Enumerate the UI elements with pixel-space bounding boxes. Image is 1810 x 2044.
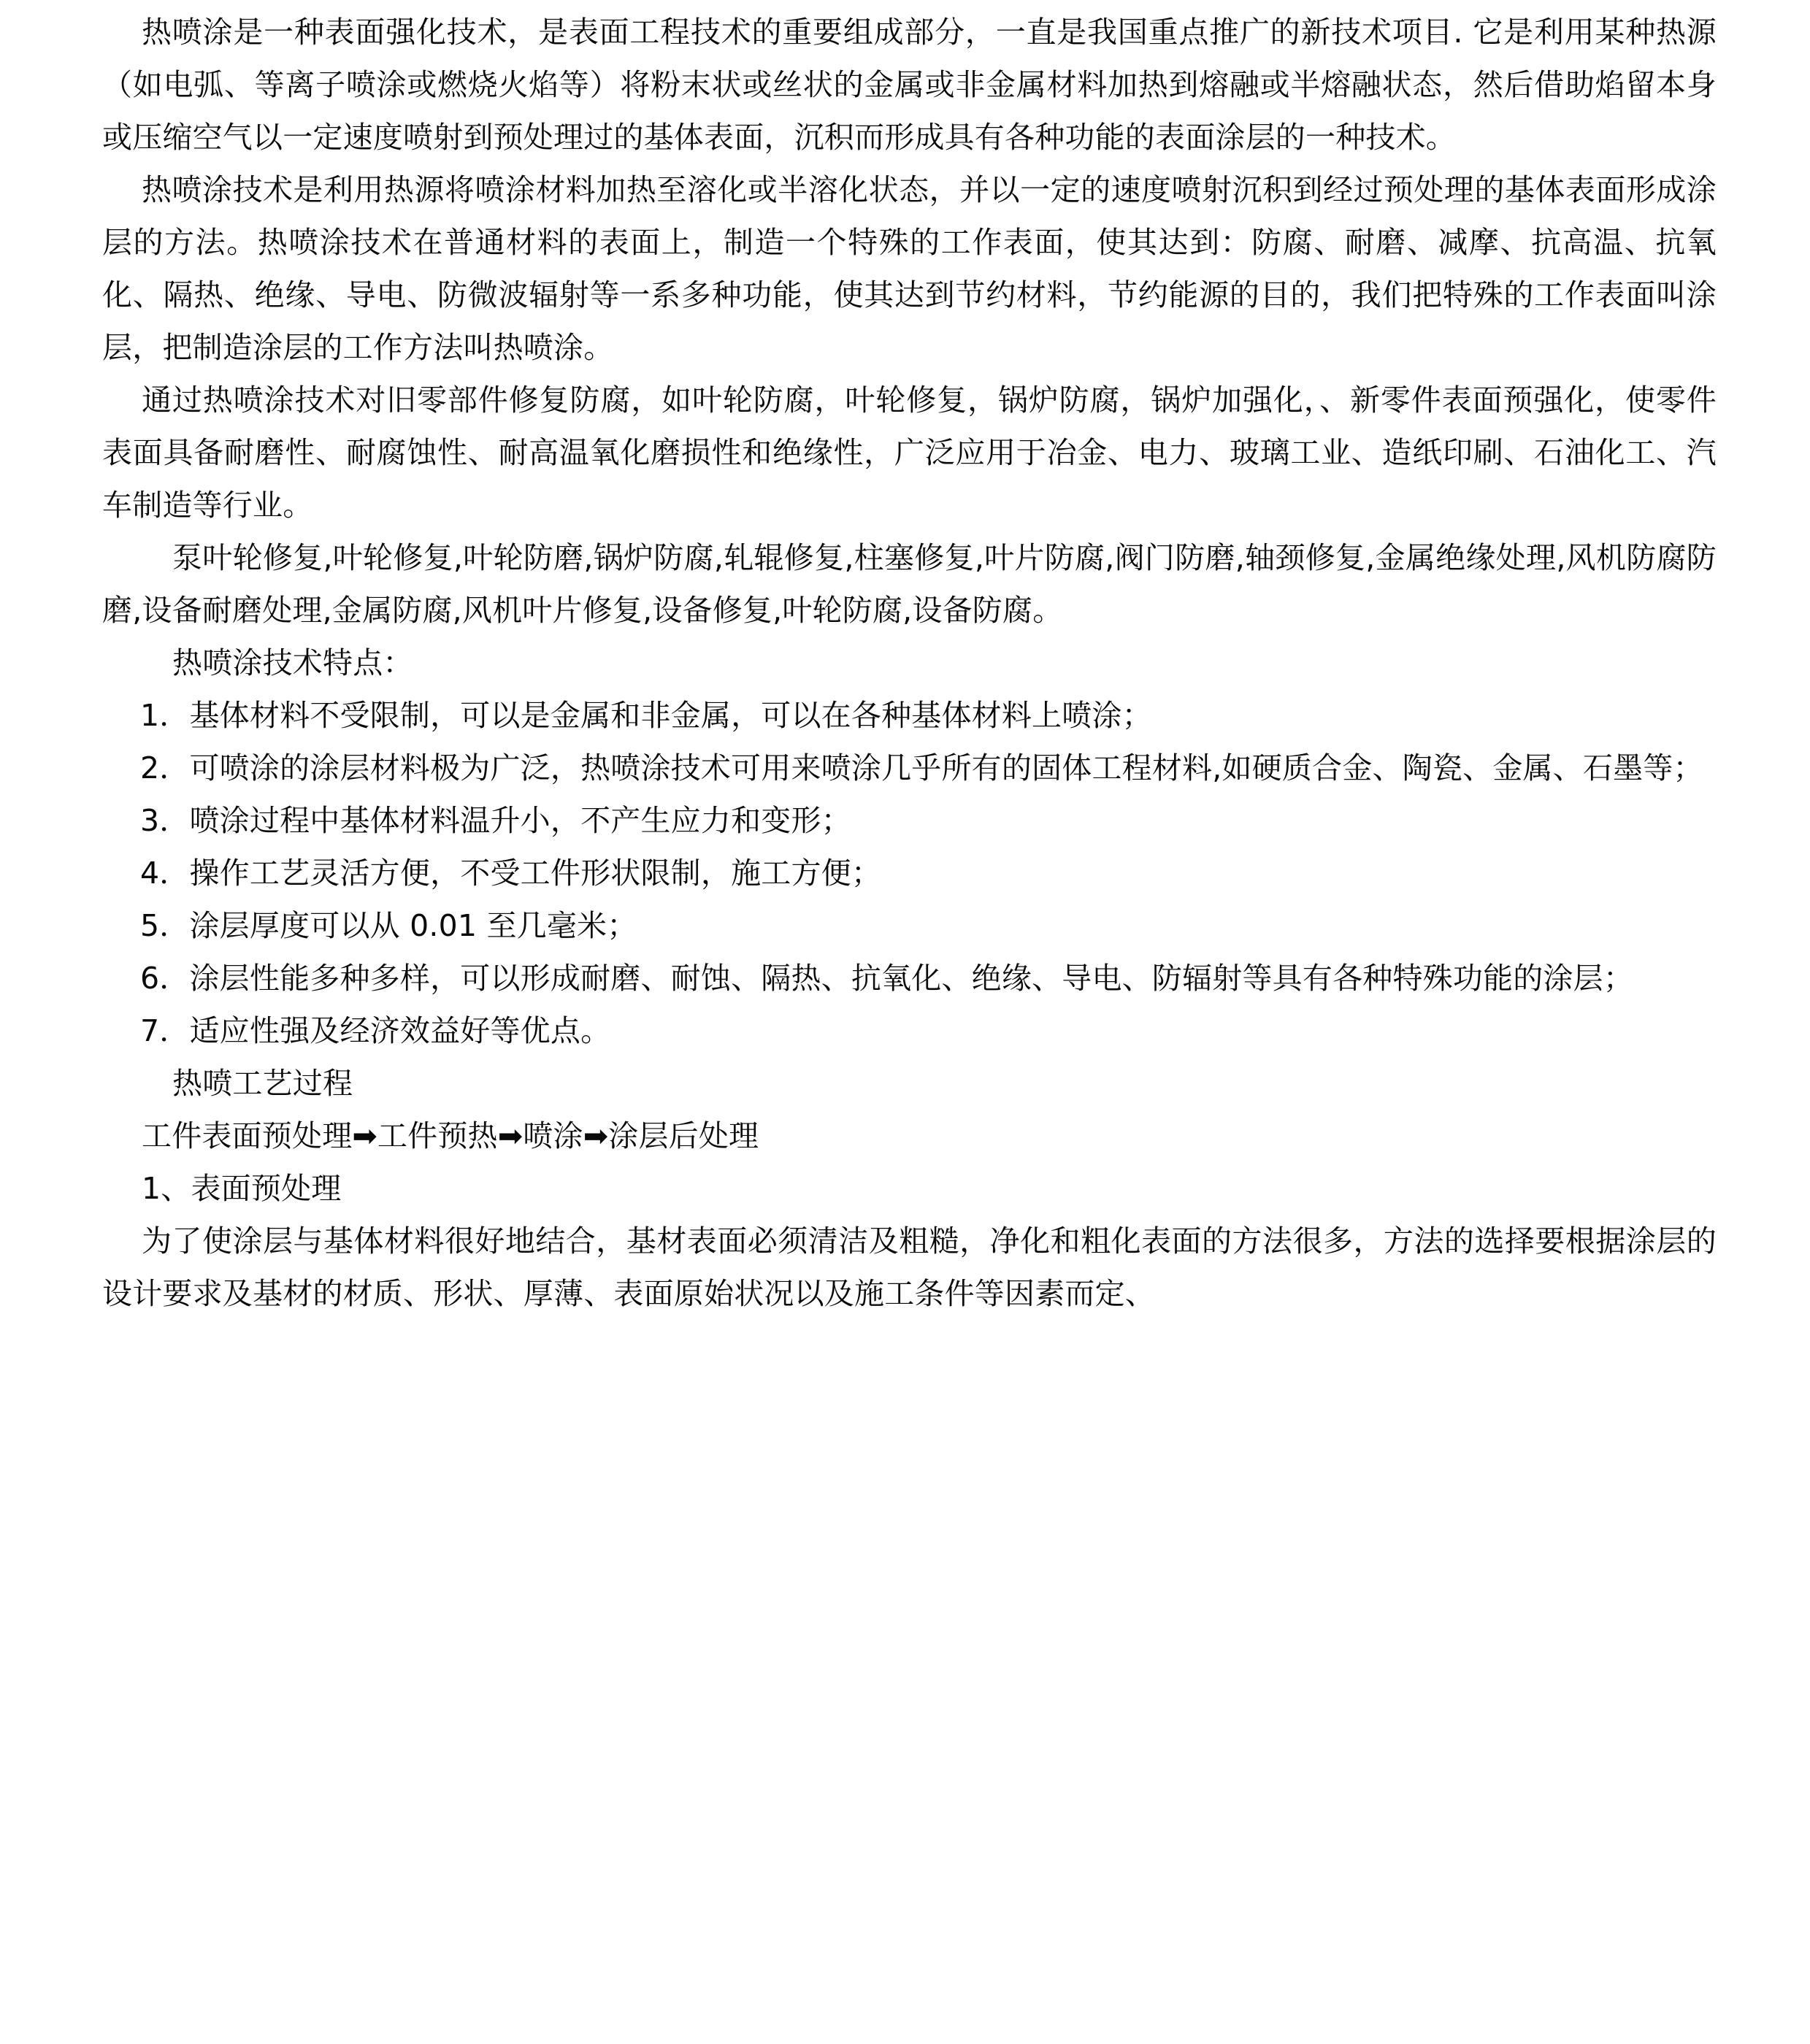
heading-process: 热喷工艺过程	[172, 1066, 353, 1101]
paragraph-process-flow: 工件表面预处理➡工件预热➡喷涂➡涂层后处理	[142, 1118, 759, 1153]
list-item-feature-7: 7．适应性强及经济效益好等优点。	[140, 1013, 611, 1048]
list-item-feature-6: 6．涂层性能多种多样，可以形成耐磨、耐蚀、隔热、抗氧化、绝缘、导电、防辐射等具有各种特殊功能的涂层；	[140, 961, 1634, 996]
paragraph-service-list: 泵叶轮修复,叶轮修复,叶轮防磨,锅炉防腐,轧辊修复,柱塞修复,叶片防腐,阀门防磨,轴颈修复,金属绝缘处理,风机防腐防磨,设备耐磨处理,金属防腐,风机叶片修复,设备修复,叶轮防腐,设备防腐。	[102, 540, 1717, 628]
paragraph-applications: 通过热喷涂技术对旧零部件修复防腐，如叶轮防腐，叶轮修复，锅炉防腐，锅炉加强化，、新零件表面预强化，使零件表面具备耐磨性、耐腐蚀性、耐高温氧化磨损性和绝缘性，广泛应用于冶金、电力、玻璃工业、造纸印刷、石油化工、汽车制造等行业。	[102, 383, 1717, 523]
paragraph-section-1-body: 为了使涂层与基体材料很好地结合，基材表面必须清洁及粗糙，净化和粗化表面的方法很多，方法的选择要根据涂层的设计要求及基材的材质、形状、厚薄、表面原始状况以及施工条件等因素而定、	[102, 1223, 1717, 1311]
list-item-feature-2: 2．可喷涂的涂层材料极为广泛，热喷涂技术可用来喷涂几乎所有的固体工程材料,如硬质合金、陶瓷、金属、石墨等；	[140, 750, 1703, 785]
paragraph-intro-1: 热喷涂是一种表面强化技术，是表面工程技术的重要组成部分，一直是我国重点推广的新技术项目. 它是利用某种热源（如电弧、等离子喷涂或燃烧火焰等）将粉末状或丝状的金属或非金属材料加热到熔融或半熔融状态，然后借助焰留本身或压缩空气以一定速度喷射到预处理过的基体表面，沉积而形成具有各种功能的表面涂层的一种技术。	[102, 15, 1717, 155]
list-item-feature-5: 5．涂层厚度可以从 0.01 至几毫米；	[140, 908, 637, 943]
paragraph-intro-2: 热喷涂技术是利用热源将喷涂材料加热至溶化或半溶化状态，并以一定的速度喷射沉积到经过预处理的基体表面形成涂层的方法。热喷涂技术在普通材料的表面上，制造一个特殊的工作表面，使其达到：防腐、耐磨、减摩、抗高温、抗氧化、隔热、绝缘、导电、防微波辐射等一系多种功能，使其达到节约材料，节约能源的目的，我们把特殊的工作表面叫涂层，把制造涂层的工作方法叫热喷涂。	[102, 172, 1717, 365]
heading-section-1: 1、表面预处理	[142, 1171, 342, 1206]
list-item-feature-1: 1．基体材料不受限制，可以是金属和非金属，可以在各种基体材料上喷涂；	[140, 698, 1152, 733]
document-body	[102, 0, 1717, 1320]
list-item-feature-3: 3．喷涂过程中基体材料温升小，不产生应力和变形；	[140, 803, 851, 838]
heading-features: 热喷涂技术特点：	[172, 645, 413, 680]
list-item-feature-4: 4．操作工艺灵活方便，不受工件形状限制，施工方便；	[140, 856, 882, 891]
